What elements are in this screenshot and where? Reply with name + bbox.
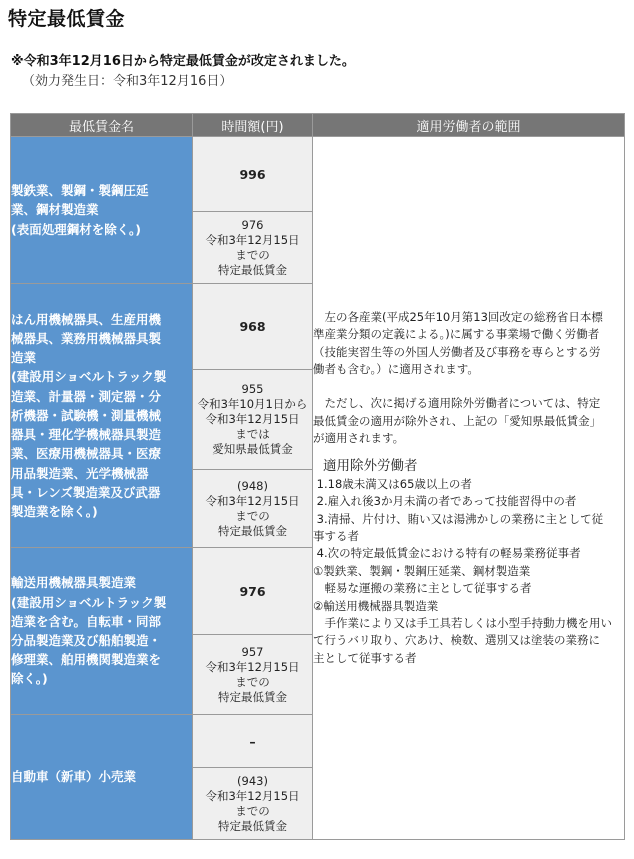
rate-line: 968	[239, 319, 266, 334]
industry-name-line: はん用機械器具、生産用機	[11, 311, 162, 327]
scope-text-line: が適用されます。	[313, 431, 405, 446]
scope-text-line: 4.次の特定最低賃金における特有の軽易業務従事者	[313, 546, 581, 561]
previous-hourly-rate	[193, 768, 313, 840]
scope-text-line: 事する者	[313, 528, 359, 543]
current-hourly-rate	[193, 137, 313, 212]
rate-line: (948)	[237, 478, 268, 493]
industry-name-line: 自動車（新車）小売業	[11, 769, 137, 785]
header-wage-name: 最低賃金名	[11, 114, 193, 137]
applicable-workers-cell	[313, 137, 625, 840]
industry-name-line: 用品製造業、光学機械器	[11, 465, 149, 481]
scope-text-line: 準産業分類の定義による。)に属する事業場で働く労働者	[313, 327, 600, 342]
rate-line: –	[249, 733, 256, 749]
industry-name-line: (建設用ショベルトラック製	[11, 369, 167, 385]
industry-name-line: 分品製造業及び船舶製造・	[11, 633, 162, 648]
rate-line: 特定最低賃金	[218, 523, 287, 538]
industry-name-line: (表面処理鋼材を除く。)	[11, 221, 141, 237]
current-hourly-rate	[193, 548, 313, 635]
industry-name-cell	[11, 548, 193, 715]
header-scope: 適用労働者の範囲	[313, 114, 625, 137]
rate-line: までの	[235, 508, 270, 523]
scope-text-line: 手作業により又は手工具若しくは小型手持動力機を用い	[313, 615, 612, 630]
industry-name-line: 修理業、舶用機関製造業を	[11, 652, 162, 668]
rate-line: 996	[239, 166, 266, 182]
page-title: 特定最低賃金	[8, 8, 126, 30]
spacer	[313, 378, 624, 395]
previous-hourly-rate	[193, 635, 313, 715]
rate-line: 976	[239, 583, 266, 599]
rate-line: 957	[241, 644, 264, 659]
table-body	[11, 137, 625, 840]
rate-line: 愛知県最低賃金	[212, 442, 293, 456]
effective-date: （効力発生日：令和3年12月16日）	[22, 74, 233, 89]
rate-line: までは	[235, 427, 270, 441]
rate-line: 令和3年12月15日	[205, 788, 300, 803]
rate-line: 令和3年10月1日から	[197, 397, 308, 411]
industry-name-line: 除く。)	[11, 671, 48, 687]
industry-name-line: 製鉄業、製鋼・製鋼圧延	[11, 183, 149, 199]
industry-name-line: 造業	[11, 350, 37, 366]
rate-line: 特定最低賃金	[218, 262, 287, 277]
scope-text-line: 主として従事する者	[313, 650, 417, 665]
previous-hourly-rate	[193, 470, 313, 548]
rate-line: 特定最低賃金	[218, 689, 287, 704]
scope-text-line: ただし、次に掲げる適用除外労働者については、特定	[313, 396, 601, 411]
industry-name-line: 析機器・試験機・測量機械	[11, 407, 162, 423]
rate-line: 特定最低賃金	[218, 818, 287, 833]
industry-name-line: (建設用ショベルトラック製	[11, 594, 167, 610]
previous-hourly-rate	[193, 370, 313, 470]
current-hourly-rate	[193, 284, 313, 370]
scope-text-line: 左の各産業(平成25年10月第13回改定の総務省日本標	[313, 309, 603, 324]
revision-notice: ※令和3年12月16日から特定最低賃金が改定されました。	[11, 54, 355, 69]
industry-name-line: 具・レンズ製造業及び武器	[11, 484, 161, 500]
previous-hourly-rate	[193, 212, 313, 284]
rate-line: までの	[235, 247, 270, 262]
rate-line: 令和3年12月15日	[205, 232, 300, 247]
table-row	[11, 137, 625, 212]
scope-text-line: 1.18歳未満又は65歳以上の者	[313, 476, 472, 491]
rate-line: 976	[241, 217, 264, 232]
rate-line: 令和3年12月15日	[205, 412, 300, 426]
rate-line: 令和3年12月15日	[205, 659, 300, 674]
industry-name-line: 業、医療用機械器具・医療	[11, 446, 162, 462]
header-hourly-rate: 時間額(円)	[193, 114, 313, 137]
rate-line: 令和3年12月15日	[205, 493, 300, 508]
industry-name-line: 輸送用機械器具製造業	[11, 575, 137, 591]
scope-text-line: て行うバリ取り、穴あけ、検数、選別又は塗装の業務に	[313, 633, 601, 648]
rate-line: までの	[235, 803, 270, 818]
industry-name-cell	[11, 284, 193, 548]
industry-name-line: 器具・理化学機械器具製造	[11, 427, 162, 443]
industry-name-line: 業、鋼材製造業	[11, 202, 99, 218]
table-header-row	[11, 114, 625, 137]
current-hourly-rate	[193, 715, 313, 768]
minimum-wage-table	[10, 113, 625, 840]
industry-name-cell	[11, 137, 193, 284]
exclusion-heading: 適用除外労働者	[323, 457, 418, 474]
industry-name-line: 製造業を除く。)	[11, 503, 98, 519]
scope-text-line: 働者も含む。）に適用されます。	[313, 362, 479, 377]
rate-line: (943)	[237, 773, 268, 788]
rate-line: 955	[241, 382, 264, 396]
scope-text-line: ②輸送用機械器具製造業	[313, 598, 439, 613]
scope-text-line: 軽易な運搬の業務に主として従事する者	[313, 581, 532, 596]
industry-name-line: 造業を含む。自転車・同部	[11, 613, 162, 629]
scope-text-line: 最低賃金の適用が除外され、上記の「愛知県最低賃金」	[313, 413, 602, 428]
scope-text-line: 3.清掃、片付け、賄い又は湯沸かしの業務に主として従	[313, 511, 604, 526]
rate-line: までの	[235, 674, 270, 689]
industry-name-line: 造業、計量器・測定器・分	[11, 388, 162, 404]
industry-name-line: 械器具、業務用機械器具製	[11, 331, 162, 347]
industry-name-cell	[11, 715, 193, 840]
scope-text-line: ①製鉄業、製鋼・製鋼圧延業、鋼材製造業	[313, 563, 531, 578]
scope-text-line: 2.雇入れ後3か月未満の者であって技能習得中の者	[313, 494, 577, 509]
scope-text-line: （技能実習生等の外国人労働者及び事務を専らとする労	[313, 344, 601, 359]
